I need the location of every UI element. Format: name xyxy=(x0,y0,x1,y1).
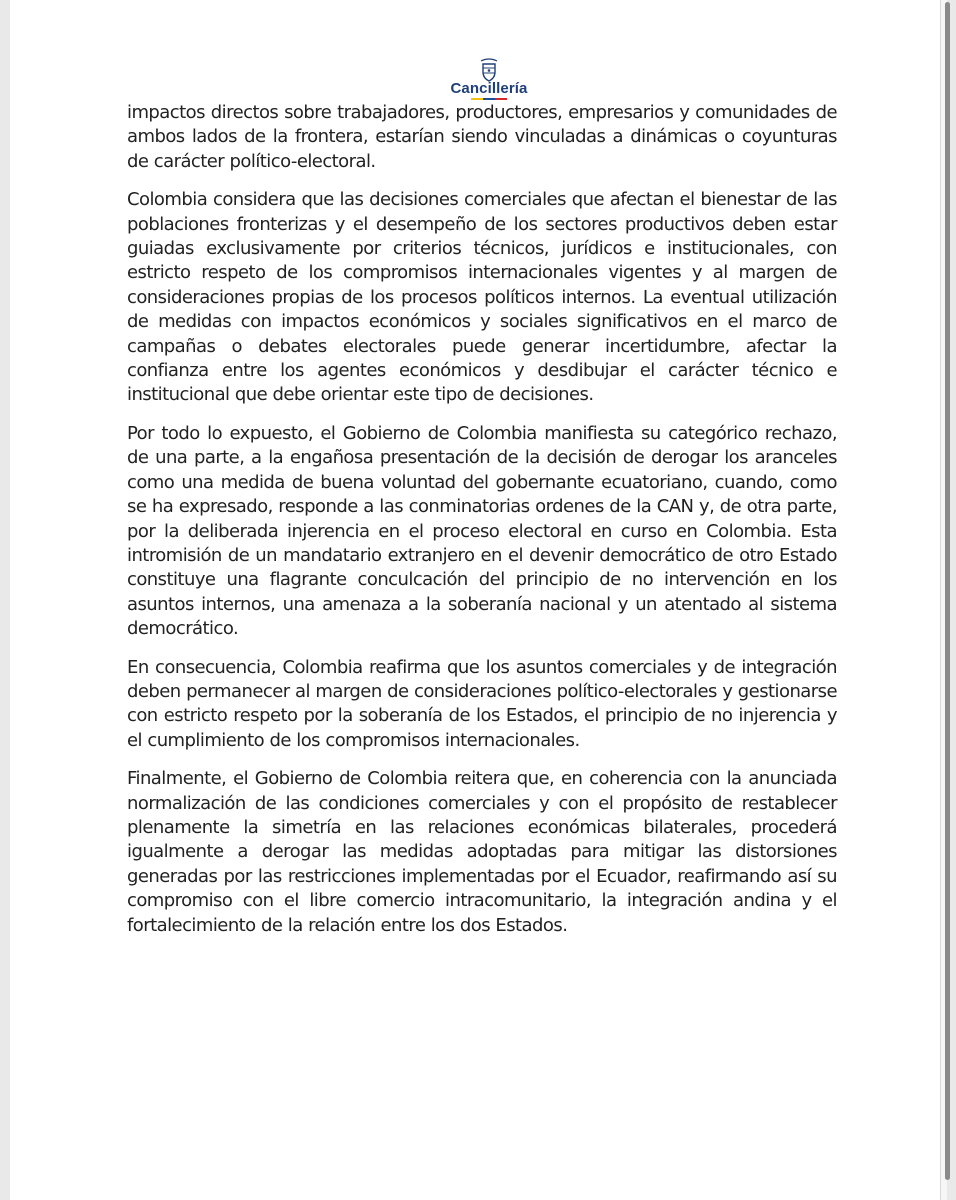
paragraph-4: En consecuencia, Colombia reafirma que los asuntos comerciales y de integración deben permanecer al margen de consideraciones político-electorales y gestionarse con estricto respeto por la soberanía de los Estados, el principio de no injerencia y el cumplimiento de los compromisos internacionales. xyxy=(127,656,837,751)
flag-stripe-yellow xyxy=(471,98,483,100)
paragraph-2: Colombia considera que las decisiones comerciales que afectan el bienestar de las poblaciones fronterizas y el desempeño de los sectores productivos deben estar guiadas exclusivamente por criterios técnicos, jurídicos e institucionales, con estricto respeto de los compromisos internacionales vigentes y al margen de consideraciones propias de los procesos políticos internos. La eventual utilización de medidas con impactos económicos y sociales significativos en el marco de campañas o debates electorales puede generar incertidumbre, afectar la confianza entre los agentes económicos y desdibujar el carácter técnico e institucional que debe orientar este tipo de decisiones. xyxy=(127,189,837,406)
document-body xyxy=(127,101,837,952)
paragraph-1: impactos directos sobre trabajadores, productores, empresarios y comunidades de ambos lados de la frontera, estarían siendo vinculadas a dinámicas o coyunturas de carácter político-electoral. xyxy=(127,102,837,172)
logo-wordmark: Cancillería xyxy=(450,80,528,97)
paragraph-5: Finalmente, el Gobierno de Colombia reitera que, en coherencia con la anunciada normalización de las condiciones comerciales y con el propósito de restablecer plenamente la simetría en las relaciones económicas bilaterales, procederá igualmente a derogar las medidas adoptadas para mitigar las distorsiones generadas por las restricciones implementadas por el Ecuador, reafirmando así su compromiso con el libre comercio intracomunitario, la integración andina y el fortalecimiento de la relación entre los dos Estados. xyxy=(127,768,837,936)
flag-stripe xyxy=(441,98,537,100)
flag-stripe-red xyxy=(495,98,507,100)
cancilleria-logo xyxy=(441,58,537,104)
flag-stripe-blue xyxy=(483,98,495,100)
paragraph-3: Por todo lo expuesto, el Gobierno de Colombia manifiesta su categórico rechazo, de una parte, a la engañosa presentación de la decisión de derogar los aranceles como una medida de buena voluntad del gobernante ecuatoriano, cuando, como se ha expresado, responde a las conminatorias ordenes de la CAN y, de otra parte, por la deliberada injerencia en el proceso electoral en curso en Colombia. Esta intromisión de un mandatario extranjero en el devenir democrático de otro Estado constituye una flagrante conculcación del principio de no intervención en los asuntos internos, una amenaza a la soberanía nacional y un atentado al sistema democrático. xyxy=(127,422,837,640)
scrollbar-thumb[interactable] xyxy=(945,2,950,1180)
coat-of-arms-icon xyxy=(478,58,500,82)
